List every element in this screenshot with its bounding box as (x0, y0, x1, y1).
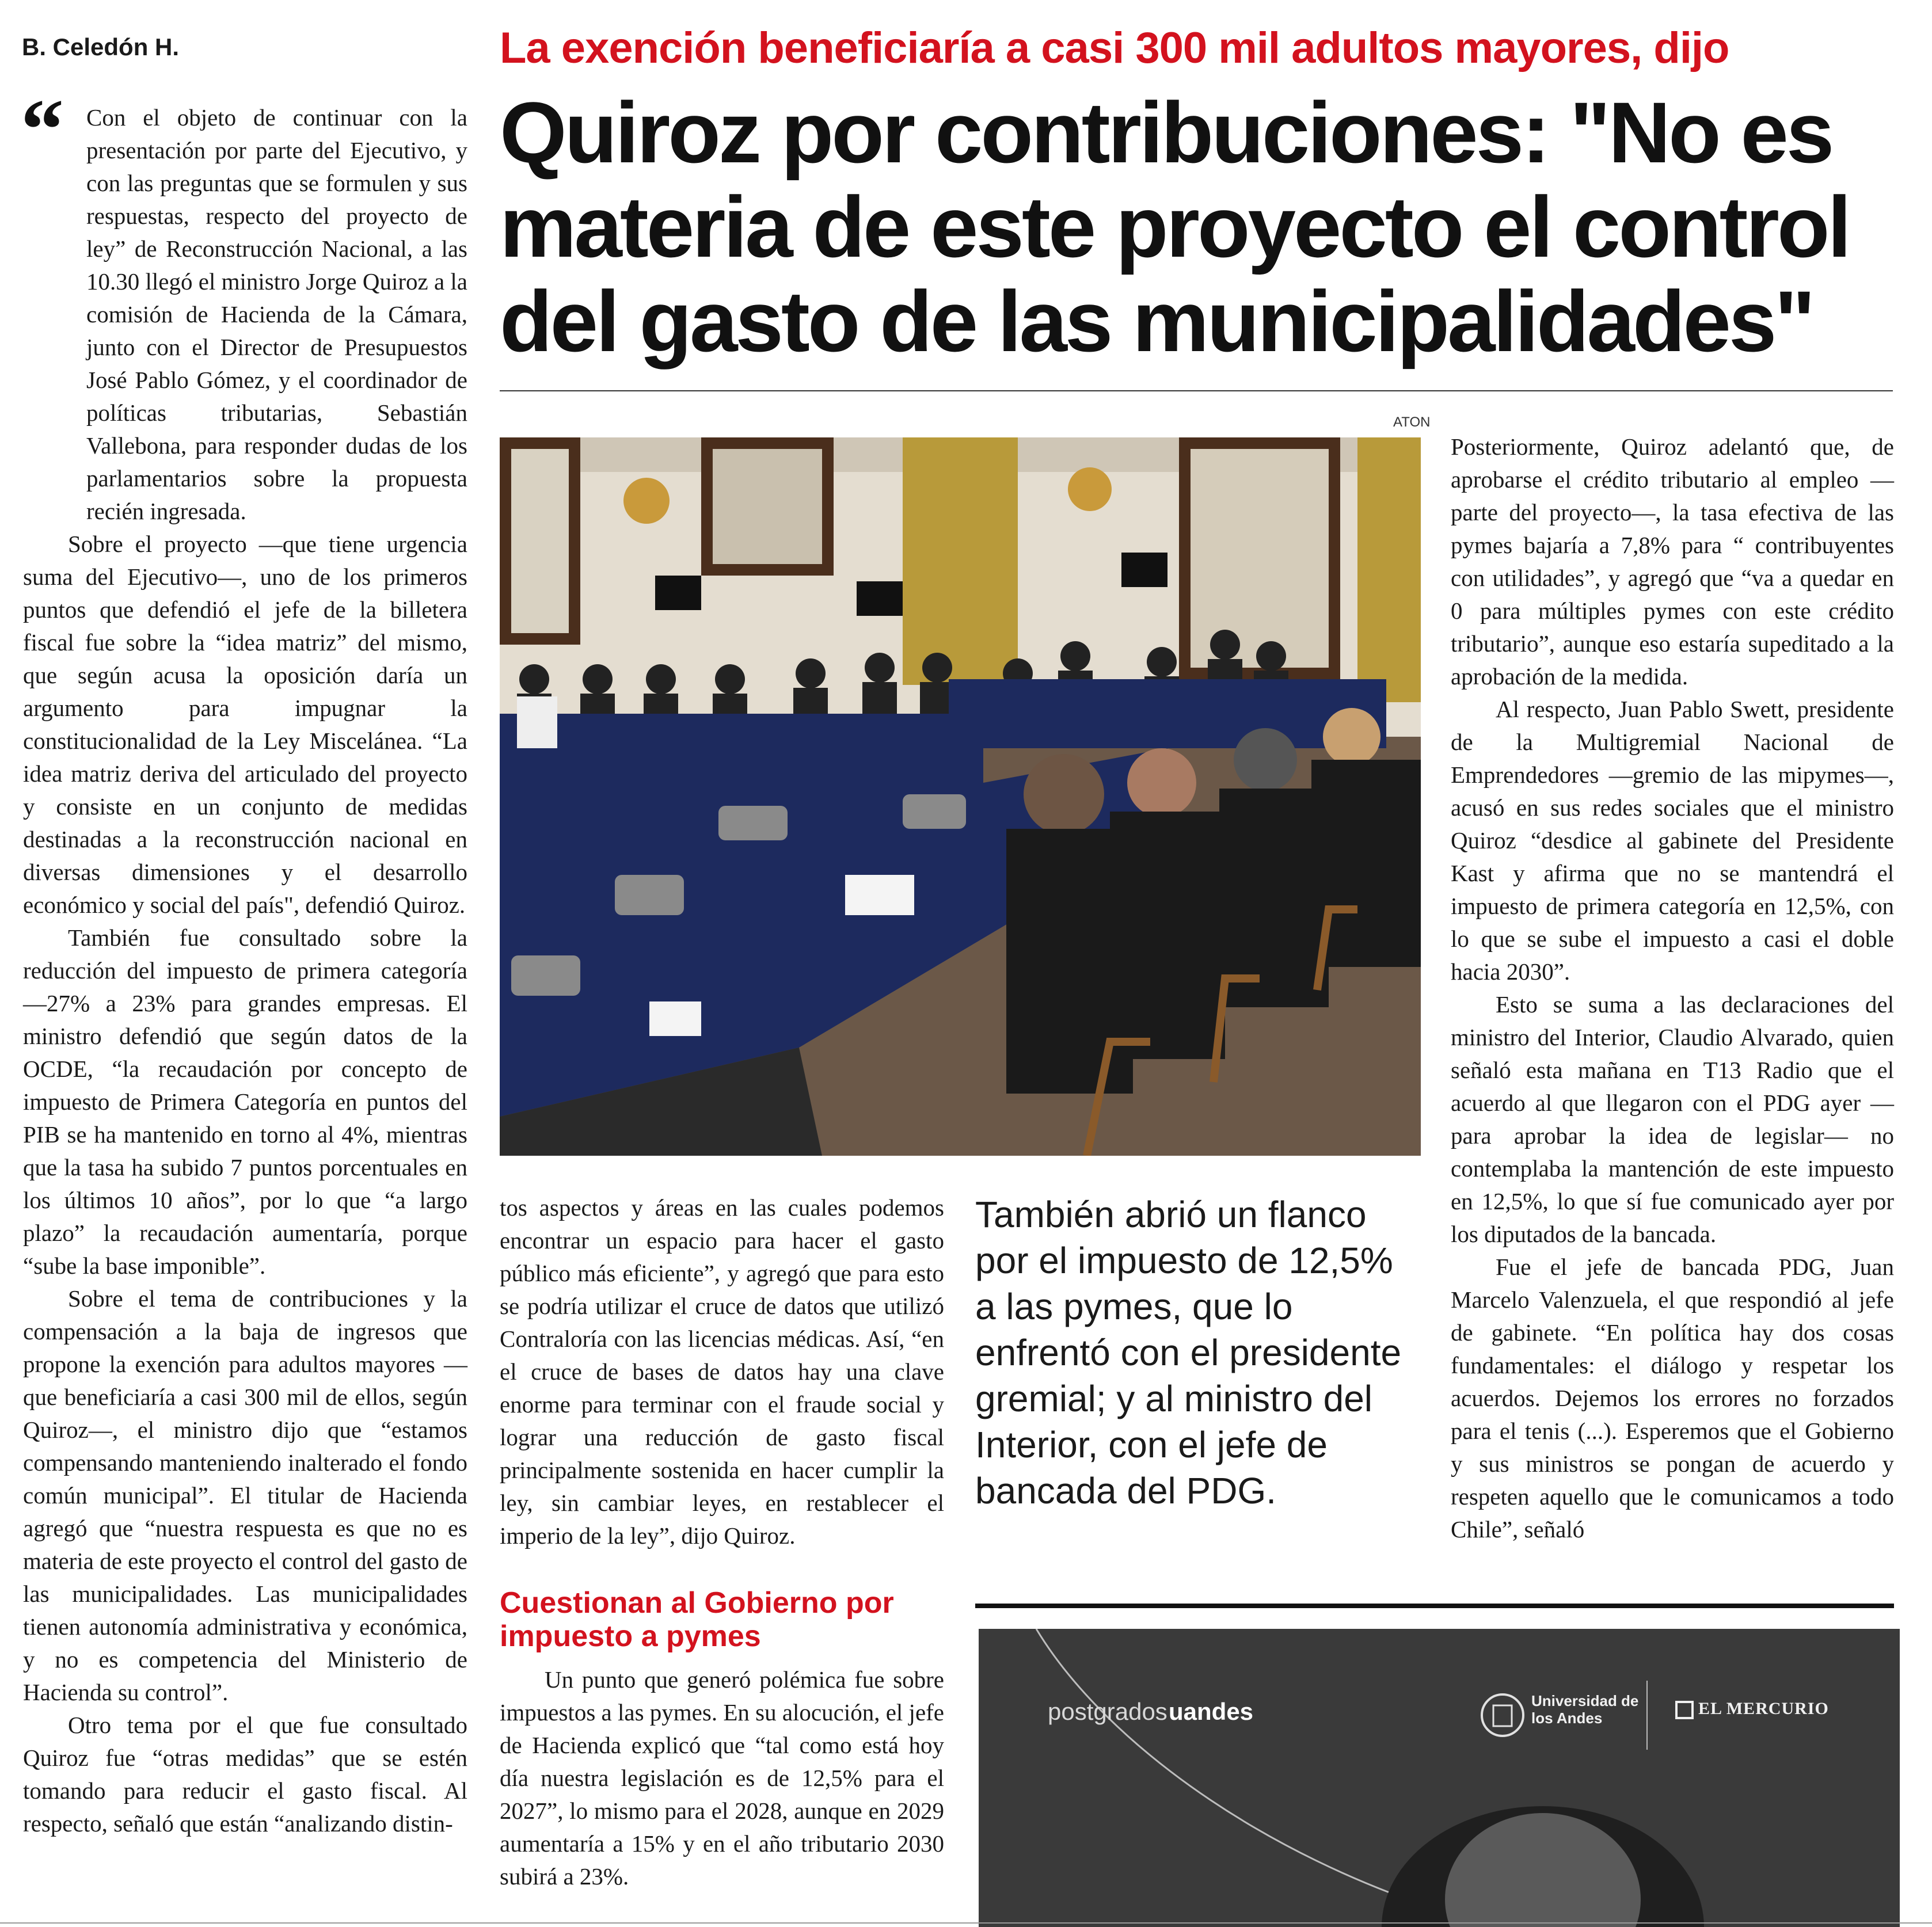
bottom-rule (0, 1922, 1932, 1924)
headline: Quiroz por contribuciones: "No es materia de este proyecto el control del gasto de las municipalidades" (500, 84, 1850, 370)
ad-newspaper-name: EL MERCURIO (1698, 1699, 1829, 1718)
col1-paragraph-3: También fue consultado sobre la reducción del impuesto de primera categoría —27% a 23% para grandes empresas. El ministro defendió que según datos de la OCDE, “la recaudación por concepto de impuesto de Primera Categoría en puntos del PIB se ha mantenido en torno al 4%, mientras que la tasa ha subido 7 puntos porcentuales en los últimos 10 años”, por lo que “a largo plazo” la recaudación aumentaría, porque “sube la base imponible”. (23, 924, 467, 1279)
col2-paragraph-1: tos aspectos y áreas en las cuales podemos encontrar un espacio para hacer el gasto público más eficiente”, y agregó que para esto se podría utilizar el cruce de datos que utilizó Contraloría con las licencias médicas. Así, “en el cruce de bases de datos hay una clave enorme para terminar con el fraude social y lograr una reducción de gasto fiscal principalmente sostenida en hacer cumplir la ley, sin cambiar leyes, en restablecer el imperio de la ley”, dijo Quiroz. (500, 1194, 944, 1549)
col4-paragraph-3: Esto se suma a las declaraciones del ministro del Interior, Claudio Alvarado, quien señaló esta mañana en T13 Radio que el acuerdo al que llegaron con el PDG ayer —para aprobar la idea de legislar— no contemplaba la mantención de este impuesto en 12,5%, lo que sí fue comunicado ayer por los diputados de la bancada. (1451, 991, 1894, 1247)
byline: B. Celedón H. (22, 33, 180, 60)
col4-paragraph-1: Posteriormente, Quiroz adelantó que, de aprobarse el crédito tributario al empleo —parte del proyecto—, la tasa efectiva de las pymes bajaría a 7,8% para “ contribuyentes con utilidades”, y agregó que “va a quedar en 0 para múltiples pymes con este crédito tributario”, aunque eso estaría supeditado a la aprobación de la medida. (1451, 433, 1894, 690)
article-column-1 (23, 101, 467, 1840)
ad-background-graphic (979, 1629, 1900, 1927)
col1-paragraph-1: Con el objeto de continuar con la presentación por parte del Ejecutivo, y con las preguntas que se formulen y sus respuestas, respecto del proyecto de ley” de Reconstrucción Nacional, a las 10.30 llegó el ministro Jorge Quiroz a la comisión de Hacienda de la Cámara, junto con el Director de Presupuestos José Pablo Gómez, y el coordinador de políticas tributarias, Sebastián Vallebona, para responder dudas de los parlamentarios sobre la propuesta recién ingresada. (86, 104, 467, 524)
photo (500, 437, 1421, 1156)
mercurio-logo-icon (1675, 1701, 1694, 1719)
col2-paragraph-2: Un punto que generó polémica fue sobre impuestos a las pymes. En su alocución, el jefe de Hacienda explicó que “tal como está hoy día nuestra legislación es de 12,5% para el 2027”, lo mismo para el 2028, aunque en 2029 aumentaría a 15% y en el año tributario 2030 subirá a 23%. (500, 1666, 944, 1890)
col1-paragraph-4: Sobre el tema de contribuciones y la compensación a la baja de ingresos que propone la exención para adultos mayores —que beneficiaría a casi 300 mil de ellos, según Quiroz—, el ministro dijo que “estamos compensando manteniendo inalterado el fondo común municipal”. El titular de Hacienda agregó que “nuestra respuesta es que no es materia de este proyecto el control del gasto de las municipalidades. Las municipalidades tienen autonomía administrativa y económica, y no es competencia del Ministerio de Hacienda su control”. (23, 1285, 467, 1705)
ad-logo-divider (1646, 1681, 1648, 1750)
ad-top-rule (975, 1604, 1894, 1608)
opening-quote-mark: “ (21, 82, 64, 177)
ad-uandes-label: uandes (1169, 1698, 1254, 1725)
col4-paragraph-4: Fue el jefe de bancada PDG, Juan Marcelo Valenzuela, el que respondió al jefe de gabinete. “En política hay dos cosas fundamentales: el diálogo y respetar los acuerdos. Dejemos los errores no forzados para el tenis (...). Esperemos que el Gobierno y sus ministros se pongan de acuerdo y respeten aquello que le comunicamos a todo Chile”, señaló (1451, 1254, 1894, 1543)
col4-paragraph-2: Al respecto, Juan Pablo Swett, presidente de la Multigremial Nacional de Emprendedores —gremio de las mipymes—, acusó en sus redes sociales que el ministro Quiroz “desdice al gabinete del Presidente Kast y afirma que no se mantendrá el impuesto de primera categoría en 12,5%, con lo que se sube el impuesto a casi el doble hacia 2030”. (1451, 696, 1894, 985)
subhead: Cuestionan al Gobierno por impuesto a pymes (500, 1586, 894, 1653)
kicker: La exención beneficiaría a casi 300 mil adultos mayores, dijo (500, 24, 1729, 73)
ad-university-name: Universidad de los Andes (1531, 1692, 1639, 1727)
headline-rule (500, 390, 1893, 391)
photo-credit: ATON (1393, 414, 1431, 430)
col1-paragraph-5: Otro tema por el que fue consultado Quiroz fue “otras medidas” que se estén tomando para reducir el gasto fiscal. Al respecto, señaló que están “analizando distin- (23, 1712, 467, 1837)
article-column-2-continued (500, 1663, 944, 1893)
pull-quote: También abrió un flanco por el impuesto de 12,5% a las pymes, que lo enfrentó con el presidente gremial; y al ministro del Interior, con el jefe de bancada del PDG. (975, 1194, 1402, 1511)
university-seal-icon (1480, 1684, 1526, 1747)
ad-postgrados-label: postgrados (1048, 1698, 1167, 1725)
article-column-4 (1451, 431, 1894, 1546)
col1-paragraph-2: Sobre el proyecto —que tiene urgencia suma del Ejecutivo—, uno de los primeros puntos que defendió el jefe de la billetera fiscal fue sobre la “idea matriz” del mismo, que según acusa la oposición daría un argumento para impugnar la constitucionalidad de la Ley Miscelánea. “La idea matriz deriva del articulado del proyecto y consiste en un conjunto de medidas destinadas a la reconstrucción nacional en diversas dimensiones y el desarrollo económico y social del país", defendió Quiroz. (23, 531, 467, 918)
article-column-2 (500, 1191, 944, 1552)
advertisement[interactable] (979, 1629, 1900, 1927)
